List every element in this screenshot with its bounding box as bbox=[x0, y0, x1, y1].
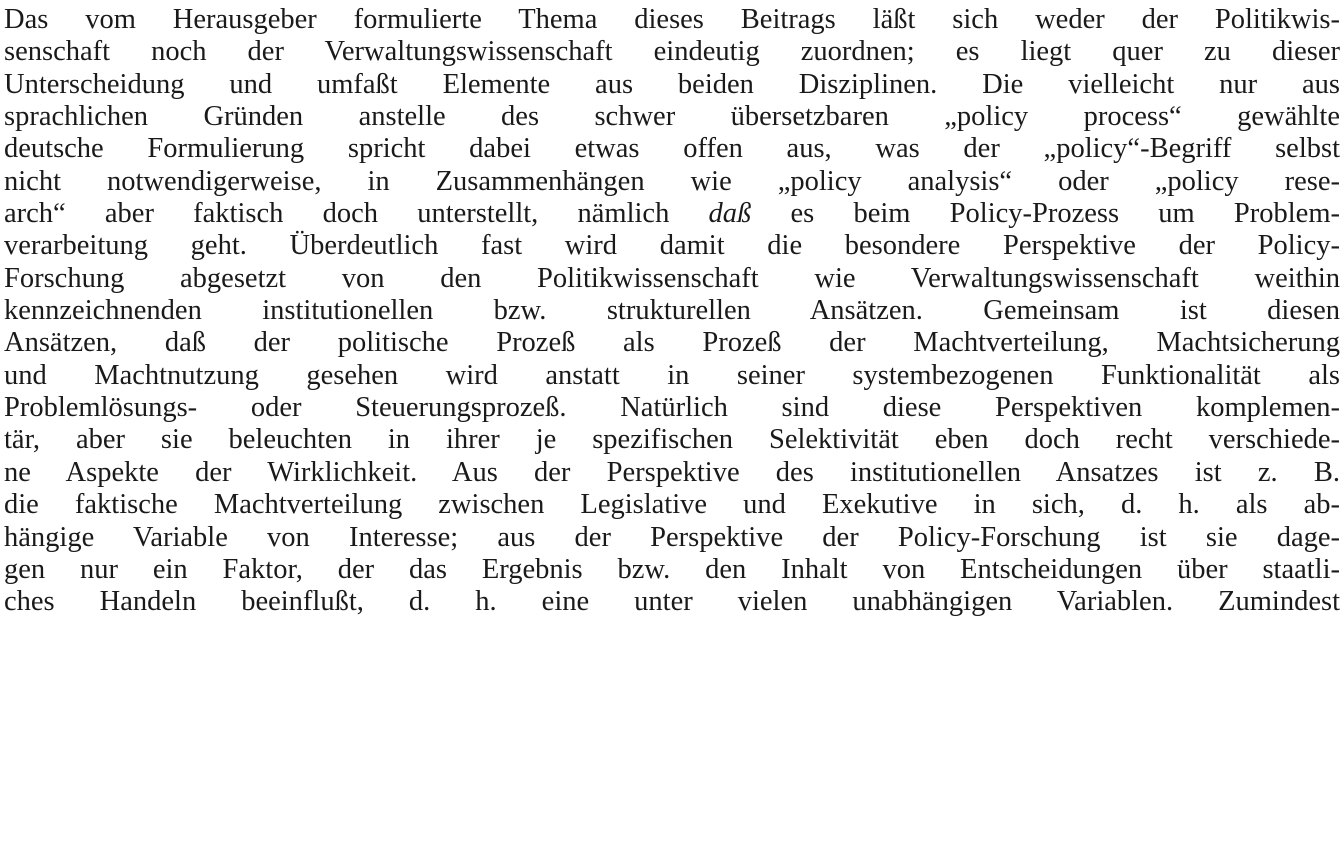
text-segment: es beim Policy-Prozess um Problem- bbox=[751, 198, 1340, 230]
text-line: verarbeitung geht. Überdeutlich fast wird damit die besondere Perspektive der Policy- bbox=[4, 230, 1340, 262]
text-line: hängige Variable von Interesse; aus der Perspektive der Policy-Forschung ist sie dage- bbox=[4, 521, 1340, 553]
emphasized-word: daß bbox=[708, 198, 752, 230]
body-paragraph bbox=[4, 4, 1340, 619]
text-line: ne Aspekte der Wirklichkeit. Aus der Perspektive des institutionellen Ansatzes ist z. B. bbox=[4, 456, 1340, 488]
text-line: deutsche Formulierung spricht dabei etwas offen aus, was der „policy“-Begriff selbst bbox=[4, 133, 1340, 165]
text-line: Problemlösungs- oder Steuerungsprozeß. Natürlich sind diese Perspektiven komplemen- bbox=[4, 392, 1340, 424]
text-line: Ansätzen, daß der politische Prozeß als Prozeß der Machtverteilung, Machtsicherung bbox=[4, 327, 1340, 359]
text-line: gen nur ein Faktor, der das Ergebnis bzw. den Inhalt von Entscheidungen über staatli- bbox=[4, 553, 1340, 585]
text-line-with-emphasis bbox=[4, 198, 1340, 230]
text-line: Das vom Herausgeber formulierte Thema dieses Beitrags läßt sich weder der Politikwis- bbox=[4, 4, 1340, 35]
text-line: Forschung abgesetzt von den Politikwissenschaft wie Verwaltungswissenschaft weithin bbox=[4, 262, 1340, 294]
text-line: ches Handeln beeinflußt, d. h. eine unter vielen unabhängigen Variablen. Zumindest bbox=[4, 586, 1340, 618]
text-line: tär, aber sie beleuchten in ihrer je spezifischen Selektivität eben doch recht verschiede- bbox=[4, 424, 1340, 456]
text-line: und Machtnutzung gesehen wird anstatt in seiner systembezogenen Funktionalität als bbox=[4, 359, 1340, 391]
text-line: nicht notwendigerweise, in Zusammenhängen wie „policy analysis“ oder „policy rese- bbox=[4, 165, 1340, 197]
text-line: die faktische Machtverteilung zwischen Legislative und Exekutive in sich, d. h. als ab- bbox=[4, 489, 1340, 521]
text-line: kennzeichnenden institutionellen bzw. strukturellen Ansätzen. Gemeinsam ist diesen bbox=[4, 295, 1340, 327]
text-segment: arch“ aber faktisch doch unterstellt, nämlich bbox=[4, 198, 709, 230]
text-line: senschaft noch der Verwaltungswissenschaft eindeutig zuordnen; es liegt quer zu dieser bbox=[4, 36, 1340, 68]
text-line: sprachlichen Gründen anstelle des schwer übersetzbaren „policy process“ gewählte bbox=[4, 101, 1340, 133]
text-line: Unterscheidung und umfaßt Elemente aus beiden Disziplinen. Die vielleicht nur aus bbox=[4, 68, 1340, 100]
